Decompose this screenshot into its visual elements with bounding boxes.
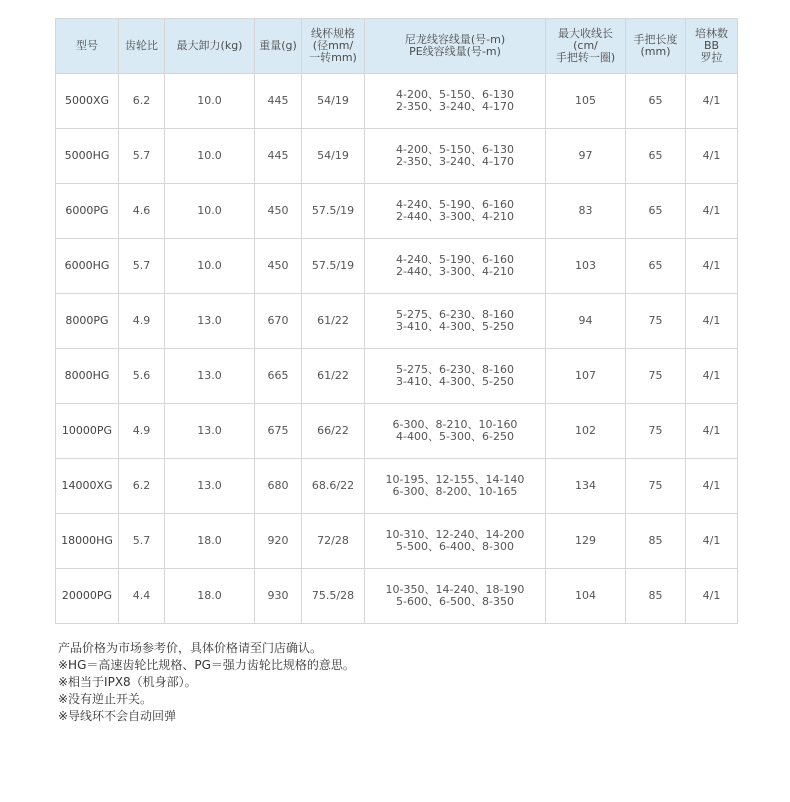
- spec-table: [55, 18, 738, 624]
- retrieve-cell: 97: [546, 129, 626, 184]
- spool-cell: 54/19: [302, 74, 365, 129]
- bearings-cell: 4/1: [686, 569, 738, 624]
- spool-cell: 66/22: [302, 404, 365, 459]
- table-row: [56, 514, 738, 569]
- gear-ratio-cell: 5.7: [119, 514, 165, 569]
- retrieve-cell: 102: [546, 404, 626, 459]
- pe-capacity: 4-400、5-300、6-250: [396, 430, 514, 443]
- model-cell: 10000PG: [56, 404, 119, 459]
- table-row: [56, 294, 738, 349]
- max-drag-cell: 13.0: [165, 404, 255, 459]
- header-retrieve: [546, 19, 626, 74]
- handle-length-cell: 75: [626, 349, 686, 404]
- model-cell: 8000HG: [56, 349, 119, 404]
- header-label: 线杯规格: [311, 27, 355, 40]
- model-cell: 14000XG: [56, 459, 119, 514]
- gear-ratio-cell: 4.9: [119, 294, 165, 349]
- bearings-cell: 4/1: [686, 459, 738, 514]
- handle-length-cell: 75: [626, 404, 686, 459]
- weight-cell: 675: [255, 404, 302, 459]
- header-label: BB: [703, 39, 720, 52]
- bearings-cell: 4/1: [686, 404, 738, 459]
- retrieve-cell: 104: [546, 569, 626, 624]
- max-drag-cell: 10.0: [165, 129, 255, 184]
- max-drag-cell: 10.0: [165, 184, 255, 239]
- spool-cell: 57.5/19: [302, 239, 365, 294]
- header-bearings: [686, 19, 738, 74]
- spool-cell: 75.5/28: [302, 569, 365, 624]
- table-row: [56, 74, 738, 129]
- max-drag-cell: 10.0: [165, 74, 255, 129]
- spool-cell: 57.5/19: [302, 184, 365, 239]
- spool-cell: 61/22: [302, 349, 365, 404]
- table-row: [56, 349, 738, 404]
- header-label: (mm): [640, 45, 671, 58]
- note-line: ※HG＝高速齿轮比规格、PG＝强力齿轮比规格的意思。: [58, 658, 355, 672]
- pe-capacity: 2-440、3-300、4-210: [396, 265, 514, 278]
- table-row: [56, 569, 738, 624]
- gear-ratio-cell: 6.2: [119, 74, 165, 129]
- table-row: [56, 184, 738, 239]
- handle-length-cell: 65: [626, 239, 686, 294]
- header-label: (cm/: [573, 39, 598, 52]
- header-label: (径mm/: [312, 39, 354, 52]
- line-capacity-cell: [365, 129, 546, 184]
- handle-length-cell: 75: [626, 294, 686, 349]
- header-weight: [255, 19, 302, 74]
- max-drag-cell: 18.0: [165, 569, 255, 624]
- retrieve-cell: 129: [546, 514, 626, 569]
- bearings-cell: 4/1: [686, 514, 738, 569]
- gear-ratio-cell: 4.4: [119, 569, 165, 624]
- pe-capacity: 3-410、4-300、5-250: [396, 320, 514, 333]
- bearings-cell: 4/1: [686, 74, 738, 129]
- pe-capacity: 5-500、6-400、8-300: [396, 540, 514, 553]
- header-max-drag: [165, 19, 255, 74]
- retrieve-cell: 134: [546, 459, 626, 514]
- table-body: [56, 74, 738, 624]
- nylon-capacity: 4-240、5-190、6-160: [396, 253, 514, 266]
- retrieve-cell: 94: [546, 294, 626, 349]
- max-drag-cell: 13.0: [165, 349, 255, 404]
- spool-cell: 54/19: [302, 129, 365, 184]
- handle-length-cell: 65: [626, 184, 686, 239]
- line-capacity-cell: [365, 569, 546, 624]
- line-capacity-cell: [365, 514, 546, 569]
- spool-cell: 68.6/22: [302, 459, 365, 514]
- header-label: 手把转一圈): [555, 51, 616, 64]
- retrieve-cell: 83: [546, 184, 626, 239]
- nylon-capacity: 5-275、6-230、8-160: [396, 308, 514, 321]
- header-line-capacity: [365, 19, 546, 74]
- retrieve-cell: 103: [546, 239, 626, 294]
- weight-cell: 920: [255, 514, 302, 569]
- bearings-cell: 4/1: [686, 349, 738, 404]
- nylon-capacity: 10-310、12-240、14-200: [385, 528, 525, 541]
- nylon-capacity: 10-195、12-155、14-140: [385, 473, 525, 486]
- nylon-capacity: 5-275、6-230、8-160: [396, 363, 514, 376]
- nylon-capacity: 10-350、14-240、18-190: [385, 583, 525, 596]
- line-capacity-cell: [365, 74, 546, 129]
- bearings-cell: 4/1: [686, 239, 738, 294]
- weight-cell: 450: [255, 239, 302, 294]
- pe-capacity: 2-440、3-300、4-210: [396, 210, 514, 223]
- bearings-cell: 4/1: [686, 294, 738, 349]
- header-label: 手把长度: [633, 33, 678, 46]
- line-capacity-cell: [365, 239, 546, 294]
- header-label: 齿轮比: [125, 39, 158, 52]
- weight-cell: 445: [255, 74, 302, 129]
- header-label: PE线容线量(号-m): [409, 45, 501, 58]
- weight-cell: 680: [255, 459, 302, 514]
- weight-cell: 450: [255, 184, 302, 239]
- table-row: [56, 129, 738, 184]
- note-line: 产品价格为市场参考价，具体价格请至门店确认。: [58, 641, 323, 655]
- model-cell: 6000HG: [56, 239, 119, 294]
- nylon-capacity: 6-300、8-210、10-160: [392, 418, 518, 431]
- line-capacity-cell: [365, 294, 546, 349]
- retrieve-cell: 107: [546, 349, 626, 404]
- pe-capacity: 2-350、3-240、4-170: [396, 155, 514, 168]
- spool-cell: 61/22: [302, 294, 365, 349]
- weight-cell: 930: [255, 569, 302, 624]
- gear-ratio-cell: 5.6: [119, 349, 165, 404]
- gear-ratio-cell: 6.2: [119, 459, 165, 514]
- nylon-capacity: 4-200、5-150、6-130: [396, 143, 514, 156]
- model-cell: 18000HG: [56, 514, 119, 569]
- max-drag-cell: 13.0: [165, 294, 255, 349]
- handle-length-cell: 85: [626, 569, 686, 624]
- model-cell: 5000HG: [56, 129, 119, 184]
- line-capacity-cell: [365, 184, 546, 239]
- gear-ratio-cell: 5.7: [119, 129, 165, 184]
- max-drag-cell: 18.0: [165, 514, 255, 569]
- header-label: 最大收线长: [558, 27, 613, 40]
- notes: [58, 640, 355, 725]
- header-row: [56, 19, 738, 74]
- retrieve-cell: 105: [546, 74, 626, 129]
- bearings-cell: 4/1: [686, 184, 738, 239]
- pe-capacity: 2-350、3-240、4-170: [396, 100, 514, 113]
- table-row: [56, 459, 738, 514]
- header-label: 培林数: [695, 27, 728, 40]
- weight-cell: 445: [255, 129, 302, 184]
- header-gear-ratio: [119, 19, 165, 74]
- line-capacity-cell: [365, 349, 546, 404]
- note-line: ※没有逆止开关。: [58, 692, 153, 706]
- header-label: 尼龙线容线量(号-m): [404, 33, 506, 46]
- max-drag-cell: 13.0: [165, 459, 255, 514]
- handle-length-cell: 85: [626, 514, 686, 569]
- handle-length-cell: 65: [626, 129, 686, 184]
- table-row: [56, 404, 738, 459]
- nylon-capacity: 4-240、5-190、6-160: [396, 198, 514, 211]
- gear-ratio-cell: 4.6: [119, 184, 165, 239]
- weight-cell: 665: [255, 349, 302, 404]
- line-capacity-cell: [365, 459, 546, 514]
- spool-cell: 72/28: [302, 514, 365, 569]
- gear-ratio-cell: 4.9: [119, 404, 165, 459]
- pe-capacity: 3-410、4-300、5-250: [396, 375, 514, 388]
- nylon-capacity: 4-200、5-150、6-130: [396, 88, 514, 101]
- model-cell: 5000XG: [56, 74, 119, 129]
- note-line: ※导线环不会自动回弹: [58, 709, 177, 723]
- pe-capacity: 6-300、8-200、10-165: [392, 485, 518, 498]
- note-line: ※相当于IPX8（机身部）。: [58, 675, 197, 689]
- header-label: 罗拉: [700, 51, 723, 64]
- model-cell: 8000PG: [56, 294, 119, 349]
- weight-cell: 670: [255, 294, 302, 349]
- header-label: 重量(g): [259, 39, 297, 52]
- header-model: [56, 19, 119, 74]
- header-spool: [302, 19, 365, 74]
- header-label: 型号: [76, 39, 98, 52]
- line-capacity-cell: [365, 404, 546, 459]
- handle-length-cell: 75: [626, 459, 686, 514]
- model-cell: 20000PG: [56, 569, 119, 624]
- handle-length-cell: 65: [626, 74, 686, 129]
- header-label: 最大卸力(kg): [176, 39, 243, 52]
- bearings-cell: 4/1: [686, 129, 738, 184]
- header-handle-length: [626, 19, 686, 74]
- table-row: [56, 239, 738, 294]
- header-label: 一转mm): [309, 51, 357, 64]
- pe-capacity: 5-600、6-500、8-350: [396, 595, 514, 608]
- gear-ratio-cell: 5.7: [119, 239, 165, 294]
- model-cell: 6000PG: [56, 184, 119, 239]
- max-drag-cell: 10.0: [165, 239, 255, 294]
